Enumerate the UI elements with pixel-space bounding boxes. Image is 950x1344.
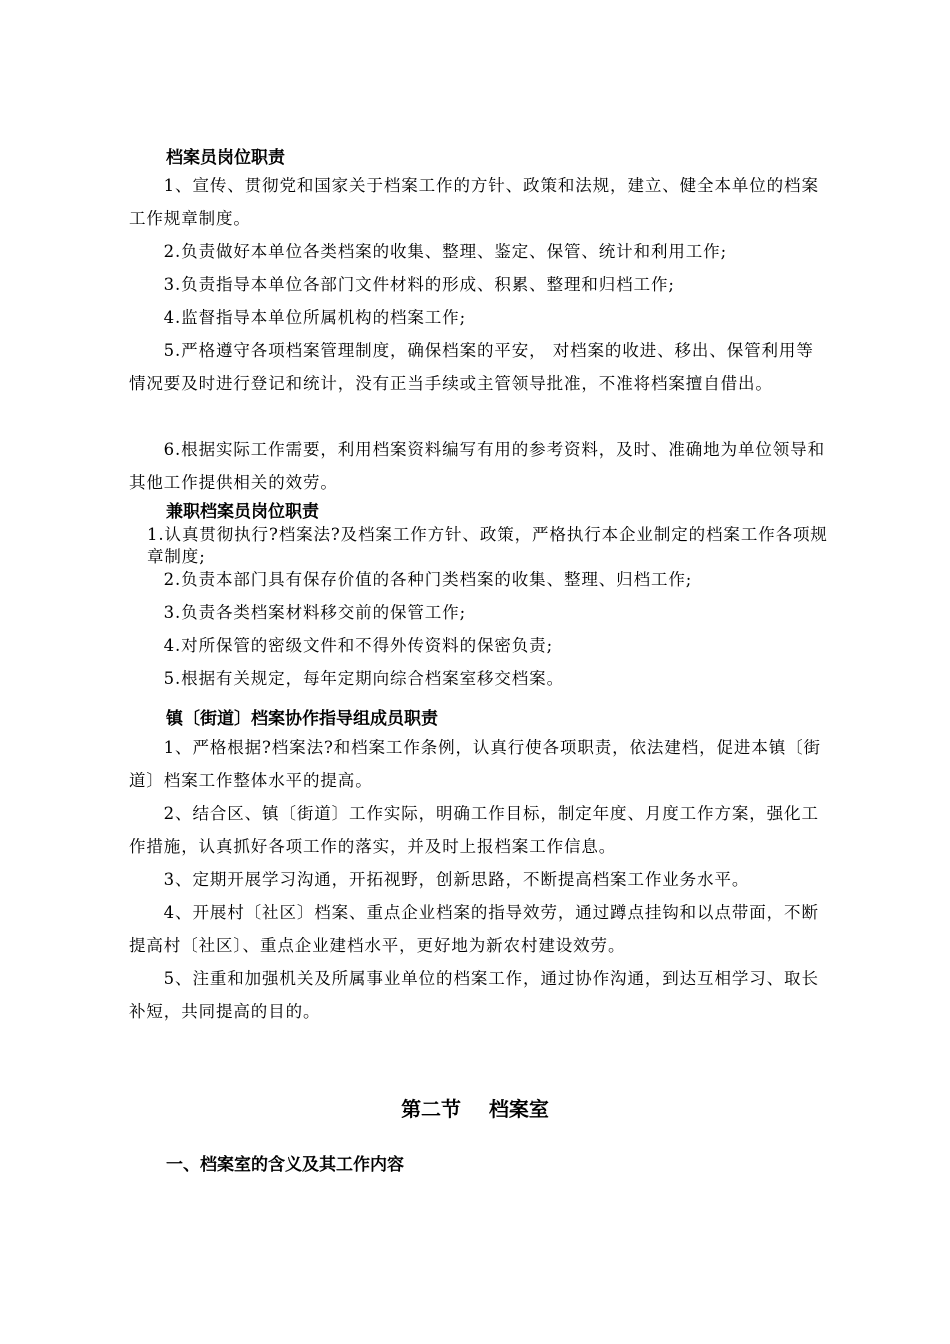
section-title-parttime-archivist-duties: 兼职档案员岗位职责 — [166, 502, 319, 522]
duty-item — [147, 524, 837, 568]
duty-item: 2、结合区、镇〔街道〕工作实际，明确工作目标，制定年度、月度工作方案，强化工作措施，认真抓好各项工作的落实，并及时上报档案工作信息。 — [129, 804, 819, 856]
duty-item: 6.根据实际工作需要，利用档案资料编写有用的参考资料，及时、准确地为单位领导和其他工作提供相关的效劳。 — [129, 440, 825, 492]
duty-item: 2.负责做好本单位各类档案的收集、整理、鉴定、保管、统计和利用工作; — [163, 242, 728, 261]
duty-item: 5.严格遵守各项档案管理制度，确保档案的平安， 对档案的收进、移出、保管利用等情况要及时进行登记和统计，没有正当手续或主管领导批准，不准将档案擅自借出。 — [129, 341, 814, 393]
section-title-coordination-group-duties: 镇〔街道〕档案协作指导组成员职责 — [166, 709, 438, 729]
duty-item: 4.对所保管的密级文件和不得外传资料的保密负责; — [163, 636, 554, 655]
duty-item: 4、开展村〔社区〕档案、重点企业档案的指导效劳，通过蹲点挂钩和以点带面，不断提高村〔社区〕、重点企业建档水平，更好地为新农村建设效劳。 — [129, 903, 819, 955]
duty-item: 3.负责各类档案材料移交前的保管工作; — [163, 603, 467, 622]
chapter-title: 第二节 档案室 — [401, 1097, 549, 1121]
duty-item: 5、注重和加强机关及所属事业单位的档案工作，通过协作沟通，到达互相学习、取长补短，共同提高的目的。 — [129, 969, 819, 1021]
duty-item: 3.负责指导本单位各部门文件材料的形成、积累、整理和归档工作; — [163, 275, 675, 294]
duty-item: 1、严格根据?档案法?和档案工作条例，认真行使各项职责，依法建档，促进本镇〔街道〕档案工作整体水平的提高。 — [129, 738, 821, 790]
section-title-archivist-duties: 档案员岗位职责 — [166, 148, 285, 168]
chapter-subheading: 一、档案室的含义及其工作内容 — [166, 1155, 404, 1175]
duty-item-text: 1.认真贯彻执行?档案法?及档案工作方针、政策，严格执行本企业制定的档案工作各项规章制度; — [147, 525, 828, 566]
duty-item: 2.负责本部门具有保存价值的各种门类档案的收集、整理、归档工作; — [163, 570, 693, 589]
duty-item: 1、宣传、贯彻党和国家关于档案工作的方针、政策和法规，建立、健全本单位的档案工作规章制度。 — [129, 176, 819, 228]
duty-item: 4.监督指导本单位所属机构的档案工作; — [163, 308, 467, 327]
duty-item: 5.根据有关规定，每年定期向综合档案室移交档案。 — [163, 669, 564, 688]
duty-item: 3、定期开展学习沟通，开拓视野，创新思路，不断提高档案工作业务水平。 — [163, 870, 750, 889]
